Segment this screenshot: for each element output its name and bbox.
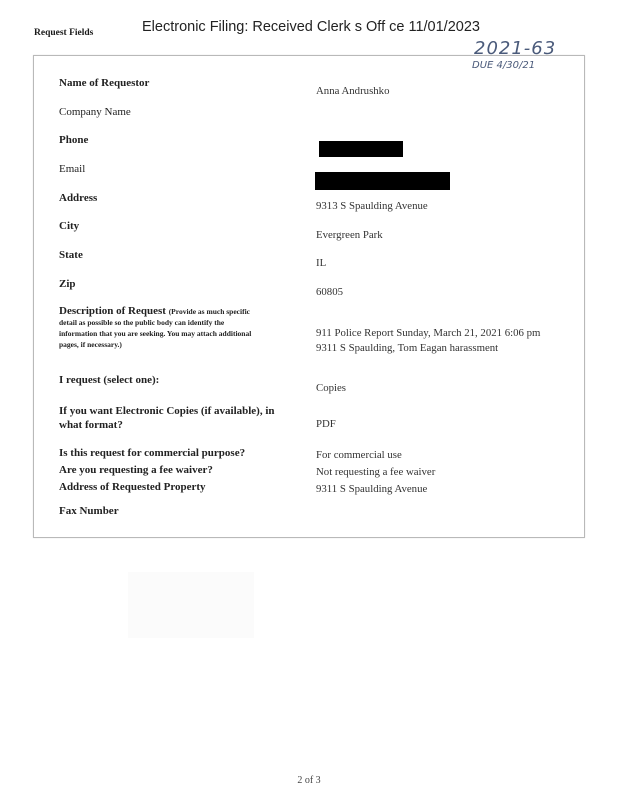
handwritten-due-date: DUE 4/30/21	[472, 60, 536, 71]
commercial-label: Is this request for commercial purpose?	[59, 447, 246, 459]
request-type-label: I request (select one):	[59, 374, 160, 386]
phone-redaction	[319, 141, 403, 157]
state-value: IL	[316, 257, 327, 269]
property-label: Address of Requested Property	[59, 481, 206, 493]
electronic-label-block	[59, 404, 275, 432]
city-label: City	[59, 220, 80, 232]
name-label: Name of Requestor	[59, 77, 150, 89]
description-hint-3: information that you are seeking. You may attach additional	[59, 329, 252, 338]
description-hint-2: detail as possible so the public body can identify the	[59, 318, 225, 327]
description-value-2: 9311 S Spaulding, Tom Eagan harassment	[316, 342, 499, 354]
fee-waiver-label: Are you requesting a fee waiver?	[59, 464, 213, 476]
address-label: Address	[59, 192, 98, 204]
section-title: Request Fields	[34, 28, 94, 38]
description-hint-1: (Provide as much specific	[168, 307, 250, 316]
fee-waiver-value: Not requesting a fee waiver	[316, 466, 436, 478]
description-label: Description of Request	[59, 305, 166, 317]
electronic-label-1: If you want Electronic Copies (if available), in	[59, 405, 275, 417]
city-value: Evergreen Park	[316, 229, 383, 241]
zip-label: Zip	[59, 278, 76, 290]
name-value: Anna Andrushko	[316, 85, 390, 97]
handwritten-case-number: 2021-63	[474, 38, 557, 59]
description-value-1: 911 Police Report Sunday, March 21, 2021 6:06 pm	[316, 327, 541, 339]
fax-label: Fax Number	[59, 505, 119, 517]
electronic-label-2: what format?	[59, 419, 123, 431]
zip-value: 60805	[316, 286, 343, 298]
state-label: State	[59, 249, 83, 261]
property-value: 9311 S Spaulding Avenue	[316, 483, 428, 495]
email-redaction	[315, 172, 450, 190]
electronic-value: PDF	[316, 418, 336, 430]
commercial-value: For commercial use	[316, 449, 402, 461]
request-type-value: Copies	[316, 382, 346, 394]
address-value: 9313 S Spaulding Avenue	[316, 200, 428, 212]
description-hint-4: pages, if necessary.)	[59, 340, 122, 349]
phone-label: Phone	[59, 134, 89, 146]
filing-stamp: Electronic Filing: Received Clerk s Off ce 11/01/2023	[142, 19, 480, 35]
faint-scan-artifact	[128, 572, 254, 638]
page-number: 2 of 3	[297, 775, 321, 786]
description-label-block	[59, 306, 294, 350]
company-label: Company Name	[59, 106, 131, 118]
email-label: Email	[59, 163, 86, 175]
